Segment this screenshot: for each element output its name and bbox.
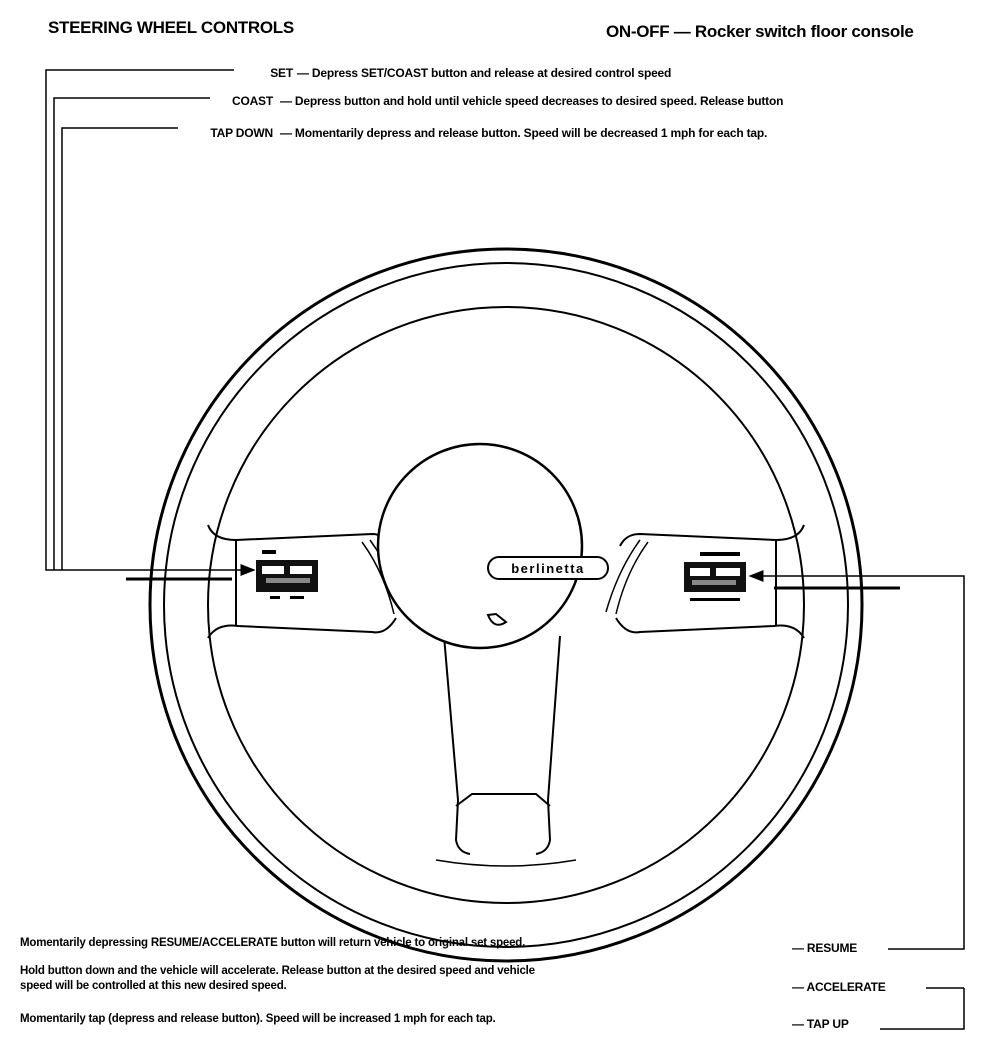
tap-up-description: Momentarily tap (depress and release button). Speed will be increased 1 mph for each tap. bbox=[20, 1013, 496, 1025]
accelerate-description-line2: speed will be controlled at this new desired speed. bbox=[20, 980, 287, 992]
tap-down-description: — Momentarily depress and release button. Speed will be decreased 1 mph for each tap. bbox=[280, 126, 768, 140]
resume-accel-switch bbox=[684, 552, 746, 601]
left-leader-lines bbox=[46, 70, 254, 579]
right-leader-lines bbox=[750, 576, 964, 1029]
set-description: — Depress SET/COAST button and release at desired control speed bbox=[297, 66, 672, 80]
resume-label: — RESUME bbox=[792, 941, 858, 955]
tap-down-label: TAP DOWN bbox=[210, 126, 273, 140]
set-label: SET bbox=[270, 66, 293, 80]
set-coast-switch bbox=[256, 550, 318, 599]
coast-label: COAST bbox=[231, 94, 273, 108]
berlinetta-badge: berlinetta bbox=[511, 561, 585, 576]
coast-description: — Depress button and hold until vehicle speed decreases to desired speed. Release button bbox=[280, 94, 784, 108]
horn-pad bbox=[378, 444, 608, 648]
page-title: STEERING WHEEL CONTROLS bbox=[48, 18, 294, 37]
resume-description: Momentarily depressing RESUME/ACCELERATE button will return vehicle to original set speed. bbox=[20, 937, 526, 949]
bottom-spoke bbox=[436, 636, 576, 866]
on-off-caption: ON-OFF — Rocker switch floor console bbox=[606, 22, 914, 41]
accelerate-label: — ACCELERATE bbox=[792, 980, 886, 994]
tap-up-label: — TAP UP bbox=[792, 1017, 849, 1031]
accelerate-description-line1: Hold button down and the vehicle will accelerate. Release button at the desired speed and vehicle bbox=[20, 965, 535, 977]
